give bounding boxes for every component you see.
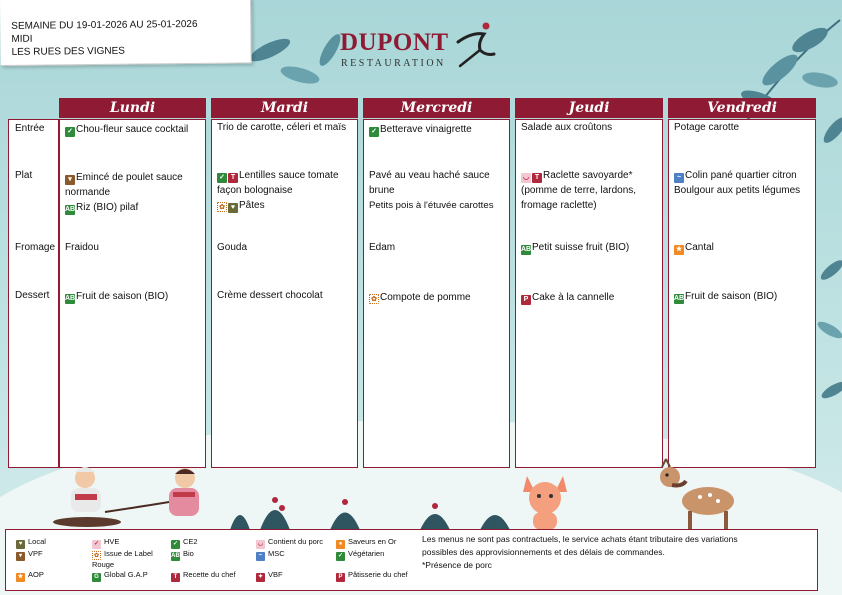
dish-item (217, 198, 355, 213)
entree-cell (674, 120, 813, 135)
dish-name: Fraidou (65, 242, 99, 253)
dessert-cell (369, 290, 507, 305)
day-header-lundi: Lundi (59, 98, 206, 118)
dish-name: Fruit de saison (BIO) (76, 291, 169, 302)
legend-label: Global G.A.P (104, 570, 148, 579)
legend-item (92, 549, 172, 570)
recette-du-chef-icon: T (171, 573, 180, 582)
dish-item (65, 200, 203, 215)
legend-item (256, 537, 323, 549)
contient-du-porc-icon: ◡ (257, 541, 264, 547)
dish-name: Riz (BIO) pilaf (76, 202, 139, 213)
dish-name: Cake à la cannelle (532, 292, 615, 303)
dish-name: Raclette savoyarde* (543, 170, 633, 181)
row-label-fromage: Fromage (15, 242, 56, 253)
dish-name: fromage raclette) (521, 200, 597, 211)
saveurs-en-or-icon: ● (336, 540, 345, 549)
pork-footnote: *Présence de porc (422, 560, 492, 570)
day-header-mardi: Mardi (211, 98, 358, 118)
hve-icon: ✓ (93, 541, 100, 547)
legend-item (336, 570, 408, 582)
dish-item (674, 168, 813, 183)
legend-disclaimer (422, 533, 814, 572)
day-header-vendredi: Vendredi (668, 98, 816, 118)
disclaimer-line: possibles des approvisionnements et des délais de commandes. (422, 547, 665, 557)
legend-label: VPF (28, 549, 43, 558)
dessert-cell (521, 290, 660, 305)
fromage-cell (674, 240, 813, 255)
recette-du-chef-icon: T (228, 173, 238, 183)
local-icon: ♥ (16, 540, 25, 549)
ce2-icon: ✓ (369, 127, 379, 137)
bio-icon: AB (65, 295, 76, 302)
vpf-icon: ▾ (16, 552, 25, 561)
dish-name: Fruit de saison (BIO) (685, 291, 778, 302)
day-column-mercredi (363, 119, 510, 468)
recette-du-chef-icon: T (532, 173, 542, 183)
dish-name: Betterave vinaigrette (380, 124, 472, 135)
patisserie-du-chef-icon: P (521, 295, 531, 305)
brand-subtitle: RESTAURATION (341, 58, 446, 69)
bio-icon: AB (65, 206, 76, 213)
day-column-jeudi (515, 119, 663, 468)
bio-icon: AB (674, 295, 685, 302)
bio-icon: AB (171, 553, 180, 559)
local-icon: ♥ (228, 203, 238, 213)
dish-item (217, 168, 355, 183)
dish-name: Potage carotte (674, 122, 740, 133)
legend-label: Pâtisserie du chef (348, 570, 408, 579)
fromage-cell (521, 240, 660, 255)
day-column-mardi (211, 119, 358, 468)
legend-label: Local (28, 537, 46, 546)
global-gap-icon: G (92, 573, 101, 582)
label-rouge-icon: ✿ (369, 294, 379, 304)
legend-item (256, 549, 285, 561)
bushes-illustration (220, 480, 520, 530)
brand-name: DUPONT (340, 29, 449, 56)
legend-item (171, 570, 236, 582)
legend-item (92, 537, 119, 549)
legend-label: Saveurs en Or (348, 537, 397, 546)
dish-name: Pavé au veau haché sauce (369, 170, 490, 181)
dessert-cell (674, 289, 813, 304)
legend-item (336, 537, 396, 549)
dish-name: Emincé de poulet sauce (76, 172, 183, 183)
brand-logo (340, 24, 500, 74)
dessert-cell (217, 288, 355, 303)
fromage-cell (217, 240, 355, 255)
plat-cell (217, 168, 355, 213)
deer-illustration (648, 455, 743, 530)
msc-icon: ~ (674, 173, 684, 183)
bio-icon: AB (521, 246, 532, 253)
vbf-icon: ✦ (257, 574, 264, 580)
dish-name: Compote de pomme (380, 292, 471, 303)
vpf-icon: ▾ (65, 175, 75, 185)
row-labels-column (8, 119, 59, 468)
running-figure-icon (450, 20, 500, 70)
day-column-vendredi (668, 119, 816, 468)
legend-panel (5, 529, 818, 591)
dish-name: Lentilles sauce tomate (239, 170, 339, 181)
legend-label: Issue de Label Rouge (92, 549, 153, 569)
legend-item (171, 537, 198, 549)
ce2-icon: ✓ (172, 541, 179, 547)
legend-item (92, 570, 148, 582)
entree-cell (369, 122, 507, 137)
day-header-jeudi: Jeudi (515, 98, 663, 118)
entree-cell (65, 122, 203, 137)
patisserie-du-chef-icon: P (336, 573, 345, 582)
leaf-branch-right-icon (812, 240, 842, 440)
dish-item (521, 168, 660, 183)
dish-name: Gouda (217, 242, 248, 253)
legend-label: Contient du porc (268, 537, 324, 546)
dish-name: Cantal (685, 242, 714, 253)
plat-cell (521, 168, 660, 213)
legend-item (336, 549, 384, 561)
service-label: MIDI (11, 33, 33, 45)
dish-name: Crème dessert chocolat (217, 290, 323, 301)
day-column-lundi (59, 119, 206, 468)
vegetarien-icon: ✓ (337, 553, 344, 559)
dish-name: brune (369, 185, 395, 196)
fox-illustration (515, 470, 575, 530)
legend-label: Recette du chef (183, 570, 236, 579)
legend-item (256, 570, 283, 582)
dish-name: (pomme de terre, lardons, (521, 185, 637, 196)
msc-icon: ~ (256, 552, 265, 561)
menu-header-card (0, 0, 252, 66)
dish-name: Edam (369, 242, 396, 253)
entree-cell (217, 120, 355, 135)
dessert-cell (65, 289, 203, 304)
ce2-icon: ✓ (65, 127, 75, 137)
children-sledding-illustration (45, 462, 215, 530)
legend-label: CE2 (183, 537, 198, 546)
dish-name: façon bolognaise (217, 185, 293, 196)
label-rouge-icon: ✿ (217, 202, 227, 212)
legend-item (16, 537, 46, 549)
label-rouge-icon: ✿ (93, 553, 100, 559)
legend-label: Bio (183, 549, 194, 558)
fromage-cell (65, 240, 203, 255)
legend-label: MSC (268, 549, 285, 558)
week-label: SEMAINE DU 19-01-2026 AU 25-01-2026 (11, 18, 198, 32)
plat-cell (369, 168, 507, 213)
site-label: LES RUES DES VIGNES (11, 45, 125, 58)
dish-name: Petit suisse fruit (BIO) (532, 242, 630, 253)
dish-name: Petits pois à l'étuvée carottes (369, 200, 494, 211)
vegetarien-icon: ✓ (217, 173, 227, 183)
contient-du-porc-icon: ◡ (522, 174, 530, 181)
legend-label: Végétarien (348, 549, 385, 558)
legend-label: HVE (104, 537, 120, 546)
dish-name: normande (65, 187, 111, 198)
legend-label: VBF (268, 570, 283, 579)
aop-icon: ★ (675, 246, 683, 253)
entree-cell (521, 120, 660, 135)
dish-name: Salade aux croûtons (521, 122, 613, 133)
legend-item (16, 570, 44, 582)
dish-name: Boulgour aux petits légumes (674, 185, 801, 196)
aop-icon: ★ (17, 574, 24, 580)
leaf-branch-top-left-icon (240, 20, 350, 100)
row-label-dessert: Dessert (15, 290, 50, 301)
legend-item (16, 549, 43, 561)
row-label-plat: Plat (15, 170, 33, 181)
dish-item (65, 170, 203, 185)
dish-name: Pâtes (239, 200, 265, 211)
plat-cell (674, 168, 813, 198)
disclaimer-line: Les menus ne sont pas contractuels, le service achats étant tributaire des variations (422, 534, 738, 544)
dish-name: Colin pané quartier citron (685, 170, 797, 181)
fromage-cell (369, 240, 507, 255)
row-label-entree: Entrée (15, 123, 45, 134)
plat-cell (65, 170, 203, 215)
legend-item (171, 549, 194, 561)
legend-label: AOP (28, 570, 44, 579)
day-header-mercredi: Mercredi (363, 98, 510, 118)
dish-name: Chou-fleur sauce cocktail (76, 124, 189, 135)
dish-name: Trio de carotte, céleri et maïs (217, 122, 347, 133)
